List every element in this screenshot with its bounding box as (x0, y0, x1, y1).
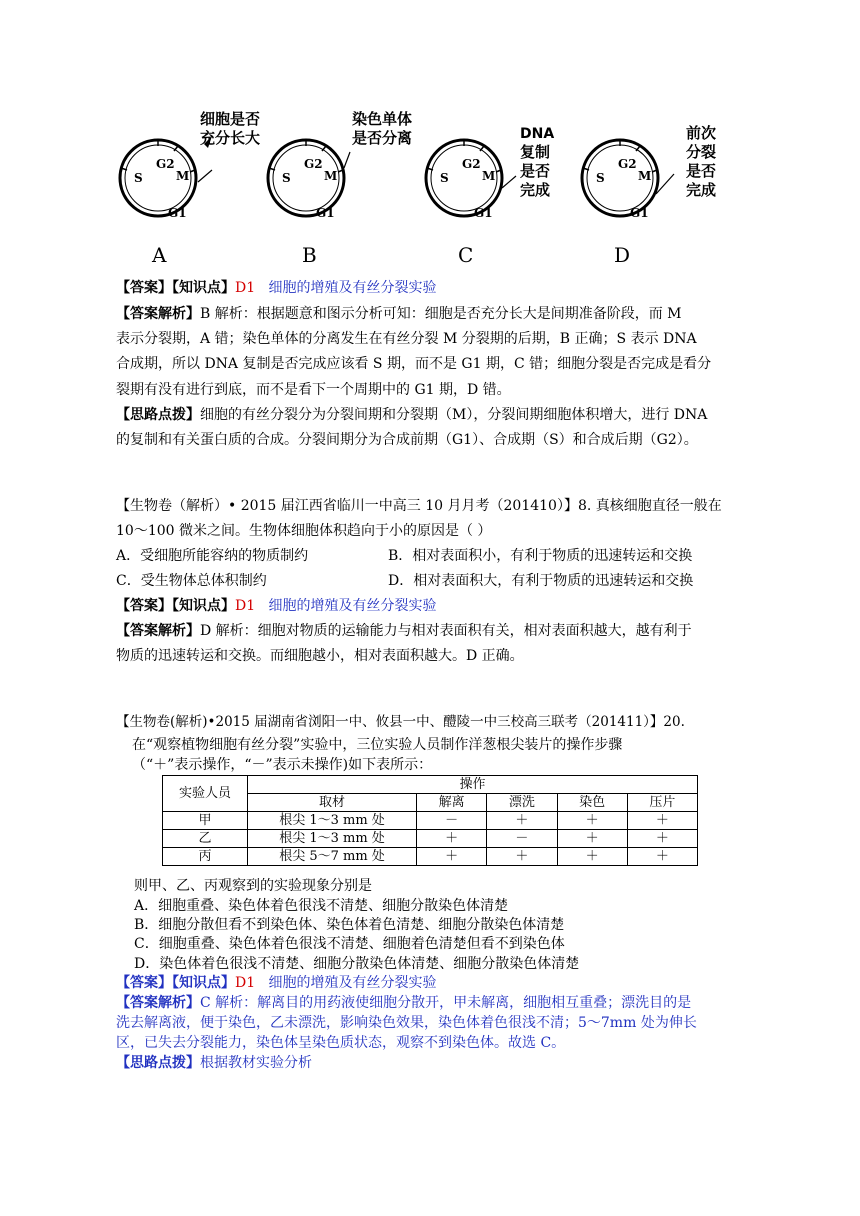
svg-text:G2: G2 (156, 157, 175, 171)
q2-kp-code: D1 (235, 598, 256, 614)
q3-option-a: A．细胞重叠、染色体着色很浅不清楚、细胞分散染色体清楚 (134, 898, 509, 914)
col-header: 漂洗 (487, 794, 557, 812)
q3-analysis-l1 (116, 993, 691, 1013)
table-cell: ＋ (627, 812, 697, 830)
q1-analysis-l4: 裂期有没有进行到底，而不是看下一个周期中的 G1 期，D 错。 (116, 382, 511, 398)
q1-analysis-l1 (116, 304, 682, 324)
q2-stem: 8. 真核细胞直径一般在 (577, 498, 722, 514)
q3-analysis-text: C 解析：解离目的用药液使细胞分散开，甲未解离，细胞相互重叠；漂洗目的是 (200, 995, 692, 1011)
table-row (163, 812, 698, 830)
svg-text:分裂: 分裂 (686, 143, 717, 161)
svg-text:M: M (176, 169, 190, 183)
table-cell: ＋ (417, 848, 487, 866)
svg-text:前次: 前次 (686, 124, 717, 142)
table-row (163, 848, 698, 866)
cell-cycle-diagram (116, 110, 756, 270)
q1-answer-line (116, 278, 437, 298)
table-cell: ＋ (557, 848, 627, 866)
q3-answer-tag: 【答案】【知识点】 (116, 975, 235, 991)
svg-text:D: D (614, 243, 631, 267)
table-cell: ＋ (557, 830, 627, 848)
table-cell: － (487, 830, 557, 848)
svg-text:G1: G1 (630, 206, 649, 220)
q3-source: 【生物卷(解析)•2015 届湖南省浏阳一中、攸县一中、醴陵一中三校高三联考（201411）】20. (116, 714, 685, 730)
q2-option-c: C．受生物体总体积制约 (116, 573, 267, 589)
q3-analysis-l2: 洗去解离液，便于染色，乙未漂洗，影响染色效果，染色体着色很浅不清；5～7mm 处为伸长 (116, 1015, 697, 1031)
svg-text:S: S (596, 171, 605, 185)
q3-analysis-tag: 【答案解析】 (116, 995, 200, 1011)
q2-option-d: D．相对表面积大，有利于物质的迅速转运和交换 (388, 573, 694, 589)
table-cell: ＋ (557, 812, 627, 830)
table-cell: 根尖 5～7 mm 处 (248, 848, 417, 866)
q2-answer-line (116, 596, 437, 616)
cycle-B (268, 110, 412, 267)
table-cell: 根尖 1～3 mm 处 (248, 812, 417, 830)
q1-analysis-l3: 合成期，所以 DNA 复制是否完成应该看 S 期，而不是 G1 期，C 错；细胞分裂是否完成是看分 (116, 356, 712, 372)
svg-text:G1: G1 (316, 206, 335, 220)
q1-tip-l2: 的复制和有关蛋白质的合成。分裂间期分为合成前期（G1）、合成期（S）和合成后期（G2）。 (116, 432, 698, 448)
svg-text:是否: 是否 (520, 162, 551, 180)
table-cell: ＋ (627, 830, 697, 848)
q2-option-a: A．受细胞所能容纳的物质制约 (116, 548, 309, 564)
svg-text:细胞是否: 细胞是否 (200, 110, 261, 128)
svg-text:是否分离: 是否分离 (352, 129, 413, 147)
q3-option-b: B．细胞分散但看不到染色体、染色体着色清楚、细胞分散染色体清楚 (134, 917, 565, 933)
table-row (163, 830, 698, 848)
table-cell: 乙 (163, 830, 248, 848)
q2-option-b: B．相对表面积小，有利于物质的迅速转运和交换 (388, 548, 693, 564)
svg-text:充分长大: 充分长大 (200, 129, 261, 147)
svg-text:G2: G2 (462, 157, 481, 171)
q2-stem-l2: 10～100 微米之间。生物体细胞体积趋向于小的原因是（ ） (116, 523, 492, 539)
svg-text:S: S (134, 171, 143, 185)
q2-analysis-l1 (116, 621, 692, 641)
svg-text:G1: G1 (168, 206, 187, 220)
svg-text:完成: 完成 (686, 181, 717, 199)
svg-text:S: S (282, 171, 291, 185)
q1-tip-text: 细胞的有丝分裂分为分裂间期和分裂期（M），分裂间期细胞体积增大，进行 DNA (200, 407, 708, 423)
q1-analysis-text: B 解析：根据题意和图示分析可知：细胞是否充分长大是间期准备阶段，而 M (200, 306, 682, 322)
q3-stem-l1: 在“观察植物细胞有丝分裂”实验中，三位实验人员制作洋葱根尖装片的操作步骤 (132, 737, 623, 753)
q2-stem-l1 (116, 496, 722, 516)
q3-option-c: C．细胞重叠、染色体着色很浅不清楚、细胞着色清楚但看不到染色体 (134, 936, 565, 952)
cycle-D (582, 124, 716, 267)
col-header: 解离 (417, 794, 487, 812)
q2-kp-text: 细胞的增殖及有丝分裂实验 (268, 598, 437, 614)
operations-table (162, 775, 698, 866)
q2-source: 【生物卷（解析）• 2015 届江西省临川一中高三 10 月月考（201410）】 (116, 498, 578, 514)
table-cell: ＋ (627, 848, 697, 866)
q3-analysis-l3: 区，已失去分裂能力，染色体呈染色质状态，观察不到染色体。故选 C。 (116, 1035, 566, 1051)
q2-answer-tag: 【答案】【知识点】 (116, 598, 235, 614)
table-cell: 根尖 1～3 mm 处 (248, 830, 417, 848)
svg-text:M: M (324, 169, 338, 183)
q3-question: 则甲、乙、丙观察到的实验现象分别是 (134, 878, 372, 894)
svg-text:S: S (440, 171, 449, 185)
table-cell: 甲 (163, 812, 248, 830)
q1-tip-l1 (116, 405, 707, 425)
q3-option-d: D．染色体着色很浅不清楚、细胞分散染色体清楚、细胞分散染色体清楚 (134, 956, 580, 972)
svg-text:DNA: DNA (520, 126, 555, 142)
q3-tip-text: 根据教材实验分析 (200, 1055, 312, 1071)
header-ops: 操作 (248, 776, 698, 794)
q2-analysis-text: D 解析：细胞对物质的运输能力与相对表面积有关，相对表面积越大，越有利于 (200, 623, 692, 639)
q3-tip-tag: 【思路点拨】 (116, 1055, 200, 1071)
q3-tip-line (116, 1053, 312, 1073)
table-cell: ＋ (487, 848, 557, 866)
header-person: 实验人员 (163, 776, 248, 812)
svg-text:是否: 是否 (686, 162, 717, 180)
cycle-A (120, 110, 260, 267)
q3-kp-text: 细胞的增殖及有丝分裂实验 (268, 975, 437, 991)
q2-analysis-tag: 【答案解析】 (116, 623, 200, 639)
svg-text:完成: 完成 (520, 181, 551, 199)
svg-text:染色单体: 染色单体 (352, 110, 413, 128)
table-header-row (163, 776, 698, 794)
svg-text:A: A (152, 243, 167, 267)
col-header: 压片 (627, 794, 697, 812)
svg-text:G2: G2 (304, 157, 323, 171)
table-cell: ＋ (487, 812, 557, 830)
cycle-C (426, 126, 554, 267)
svg-text:M: M (482, 169, 496, 183)
q1-tip-tag: 【思路点拨】 (116, 407, 200, 423)
q1-analysis-l2: 表示分裂期，A 错；染色单体的分离发生在有丝分裂 M 分裂期的后期，B 正确；S 表示 DNA (116, 331, 697, 347)
table-cell: 丙 (163, 848, 248, 866)
table-cell: ＋ (417, 830, 487, 848)
svg-text:G1: G1 (474, 206, 493, 220)
table-cell: － (417, 812, 487, 830)
svg-text:B: B (302, 243, 317, 267)
col-header: 染色 (557, 794, 627, 812)
q2-analysis-l2: 物质的迅速转运和交换。而细胞越小，相对表面积越大。D 正确。 (116, 648, 524, 664)
svg-text:复制: 复制 (520, 143, 551, 161)
q1-analysis-tag: 【答案解析】 (116, 306, 200, 322)
svg-text:M: M (638, 169, 652, 183)
col-header: 取材 (248, 794, 417, 812)
q3-kp-code: D1 (235, 975, 256, 991)
q1-kp-text: 细胞的增殖及有丝分裂实验 (268, 280, 437, 296)
svg-text:C: C (458, 243, 474, 267)
q3-stem-l2: （“＋”表示操作，“－”表示未操作)如下表所示： (132, 757, 433, 773)
svg-text:G2: G2 (618, 157, 637, 171)
q1-kp-code: D1 (235, 280, 256, 296)
q1-answer-tag: 【答案】【知识点】 (116, 280, 235, 296)
q3-answer-line (116, 973, 437, 993)
